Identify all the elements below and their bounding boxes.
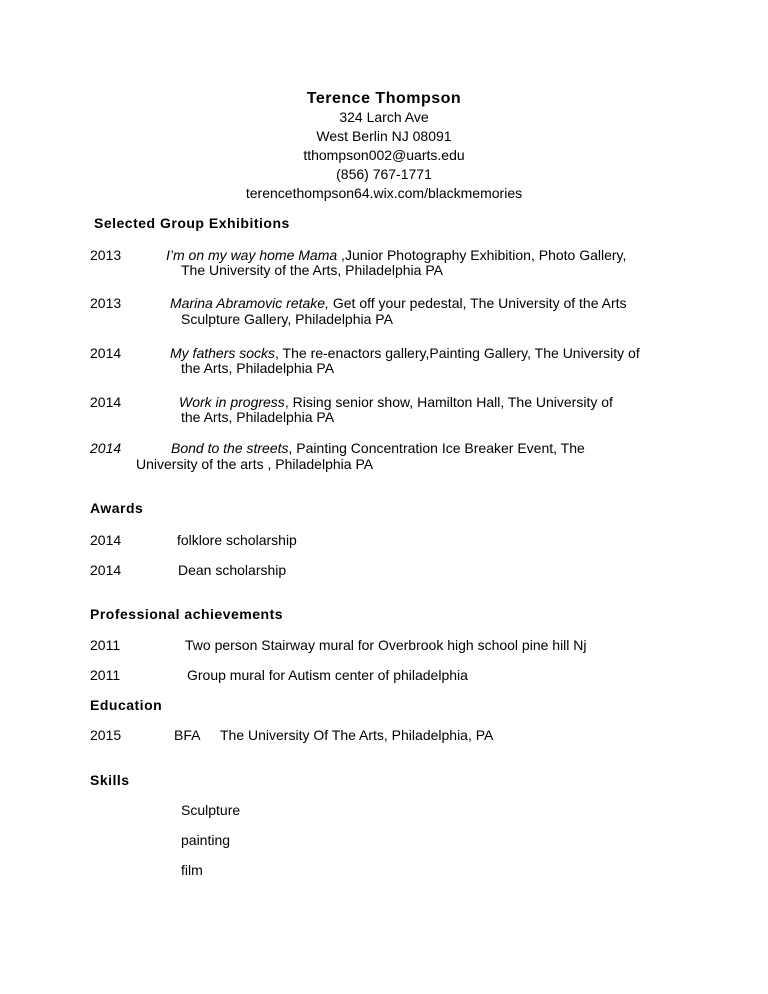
exhibition-year-text: 2014 [90, 440, 122, 456]
exhibition-line1 [171, 440, 585, 457]
exhibition-line1 [170, 295, 627, 312]
achievement-year: 2011 [90, 667, 121, 683]
exhibition-year: 2014 [90, 394, 122, 410]
achievements-heading: Professional achievements [90, 606, 284, 622]
exhibition-details: , Painting Concentration Ice Breaker Event, The [288, 440, 585, 456]
awards-heading: Awards [90, 500, 144, 516]
exhibition-year: 2013 [90, 247, 122, 263]
exhibition-year [90, 440, 121, 457]
award-text: Dean scholarship [178, 562, 287, 578]
skills-heading: Skills [90, 772, 130, 788]
award-year: 2014 [90, 562, 122, 578]
achievement-text: Group mural for Autism center of philadelphia [187, 667, 468, 683]
phone-line: (856) 767-1771 [336, 166, 432, 182]
education-school: The University Of The Arts, Philadelphia, PA [220, 727, 494, 743]
exhibitions-heading: Selected Group Exhibitions [94, 215, 290, 231]
skill-item: painting [181, 832, 231, 848]
award-year: 2014 [90, 532, 122, 548]
exhibition-line2: the Arts, Philadelphia PA [181, 360, 335, 376]
exhibition-title: I’m on my way home Mama [166, 247, 338, 263]
education-degree: BFA [174, 727, 201, 743]
award-text: folklore scholarship [177, 532, 297, 548]
address-line: 324 Larch Ave [339, 109, 429, 125]
skill-item: Sculpture [181, 802, 241, 818]
exhibition-year: 2013 [90, 295, 122, 311]
resume-name: Terence Thompson [306, 90, 462, 107]
exhibition-details: ,Junior Photography Exhibition, Photo Gallery, [337, 247, 627, 263]
email-line: tthompson002@uarts.edu [303, 147, 465, 163]
exhibition-title: My fathers socks [170, 345, 276, 361]
website-line: terencethompson64.wix.com/blackmemories [245, 185, 523, 201]
exhibition-title: Marina Abramovic retake, [170, 295, 329, 311]
exhibition-line2: The University of the Arts, Philadelphia PA [181, 262, 443, 278]
skill-item: film [181, 862, 203, 878]
exhibition-line2: Sculpture Gallery, Philadelphia PA [181, 311, 393, 327]
achievement-year: 2011 [90, 637, 121, 653]
achievement-text: Two person Stairway mural for Overbrook high school pine hill Nj [185, 637, 587, 653]
exhibition-year: 2014 [90, 345, 122, 361]
education-year: 2015 [90, 727, 122, 743]
exhibition-title: Work in progress [179, 394, 285, 410]
exhibition-line2: University of the arts , Philadelphia PA [136, 456, 374, 472]
exhibition-details: , Rising senior show, Hamilton Hall, The University of [284, 394, 613, 410]
exhibition-details: , The re-enactors gallery,Painting Gallery, The University of [275, 345, 640, 361]
exhibition-line2: the Arts, Philadelphia PA [181, 409, 335, 425]
education-heading: Education [90, 697, 163, 713]
city-line: West Berlin NJ 08091 [316, 128, 452, 144]
exhibition-title: Bond to the streets [171, 440, 289, 456]
exhibition-details: Get off your pedestal, The University of the Arts [328, 295, 627, 311]
